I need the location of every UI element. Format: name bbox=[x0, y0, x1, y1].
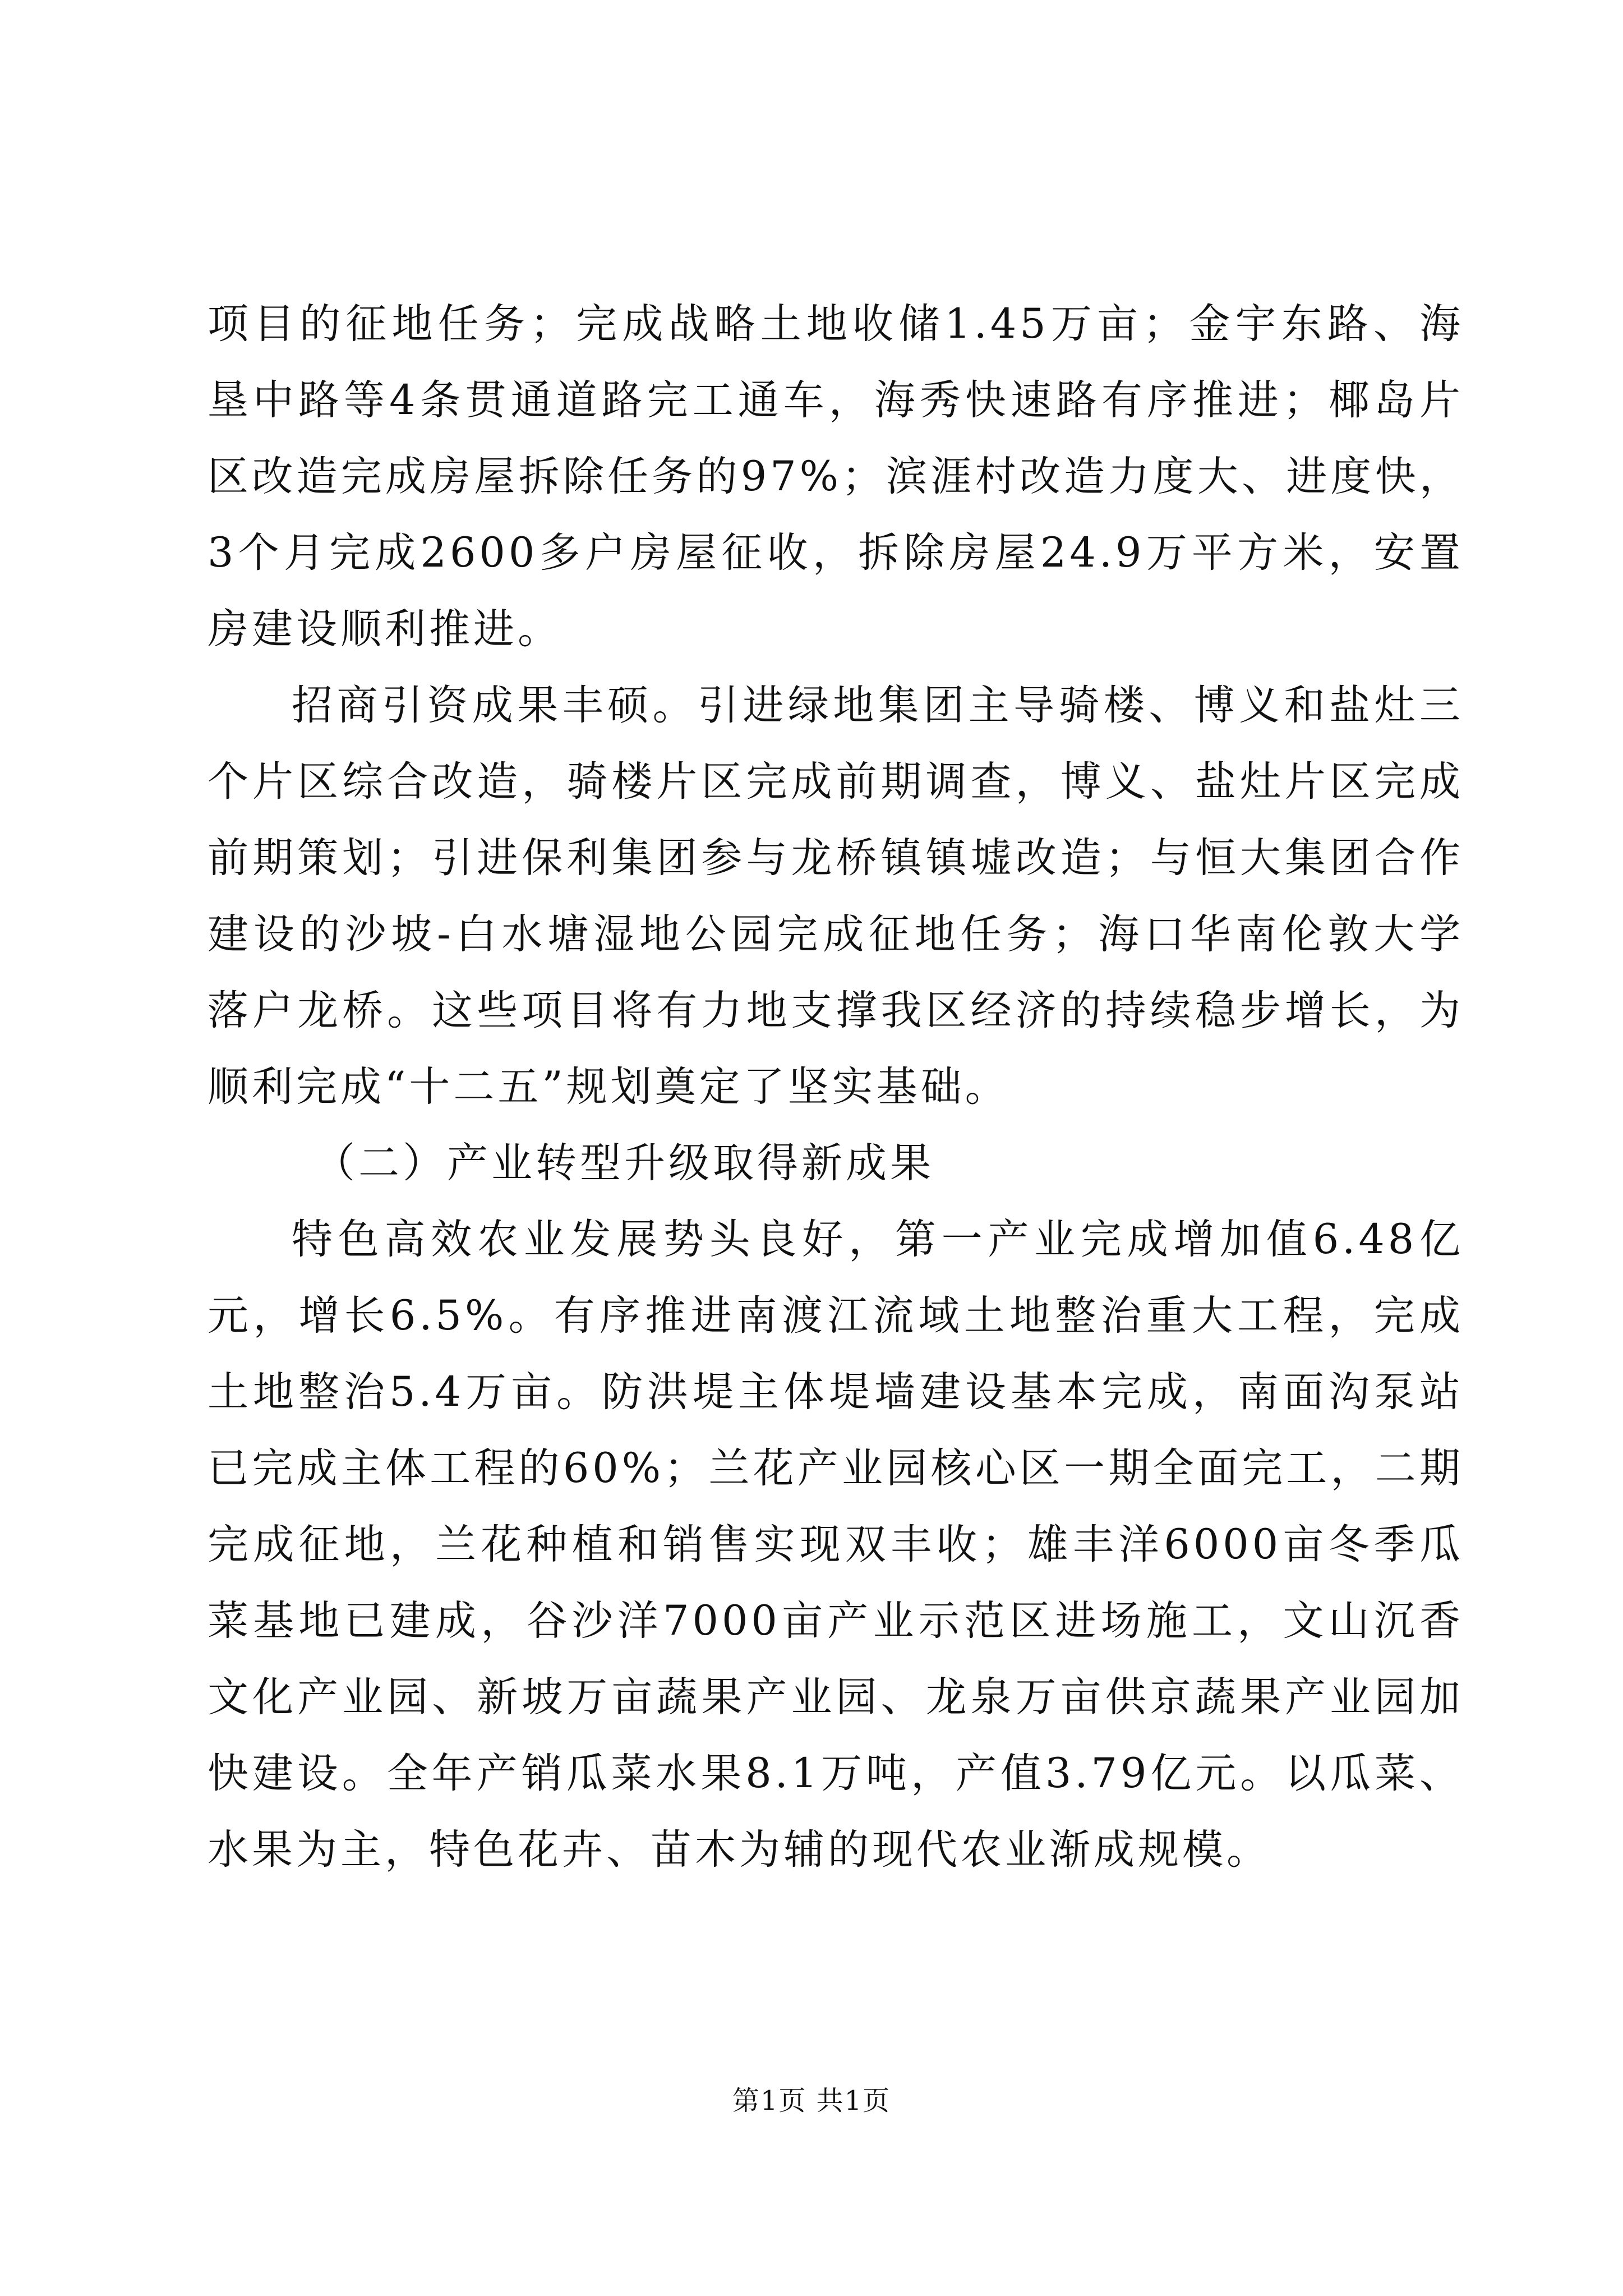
paragraph-continuation: 项目的征地任务；完成战略土地收储1.45万亩；金宇东路、海垦中路等4条贯通道路完工通车，海秀快速路有序推进；椰岛片区改造完成房屋拆除任务的97%；滨涯村改造力度大、进度快，3个月完成2600多户房屋征收，拆除房屋24.9万平方米，安置房建设顺利推进。 bbox=[208, 300, 1464, 653]
document-body bbox=[208, 286, 1464, 1888]
paragraph-agriculture: 特色高效农业发展势头良好，第一产业完成增加值6.48亿元，增长6.5%。有序推进南渡江流域土地整治重大工程，完成土地整治5.4万亩。防洪堤主体堤墙建设基本完成，南面沟泵站已完成主体工程的60%；兰花产业园核心区一期全面完工，二期完成征地，兰花种植和销售实现双丰收；雄丰洋6000亩冬季瓜菜基地已建成，谷沙洋7000亩产业示范区进场施工，文山沉香文化产业园、新坡万亩蔬果产业园、龙泉万亩供京蔬果产业园加快建设。全年产销瓜菜水果8.1万吨，产值3.79亿元。以瓜菜、水果为主，特色花卉、苗木为辅的现代农业渐成规模。 bbox=[208, 1216, 1464, 1874]
page-footer: 第1页 共1页 bbox=[732, 2085, 891, 2116]
paragraph-investment: 招商引资成果丰硕。引进绿地集团主导骑楼、博义和盐灶三个片区综合改造，骑楼片区完成前期调查，博义、盐灶片区完成前期策划；引进保利集团参与龙桥镇镇墟改造；与恒大集团合作建设的沙坡-白水塘湿地公园完成征地任务；海口华南伦敦大学落户龙桥。这些项目将有力地支撑我区经济的持续稳步增长，为顺利完成“十二五”规划奠定了坚实基础。 bbox=[208, 682, 1464, 1111]
section-heading: （二）产业转型升级取得新成果 bbox=[314, 1139, 934, 1187]
